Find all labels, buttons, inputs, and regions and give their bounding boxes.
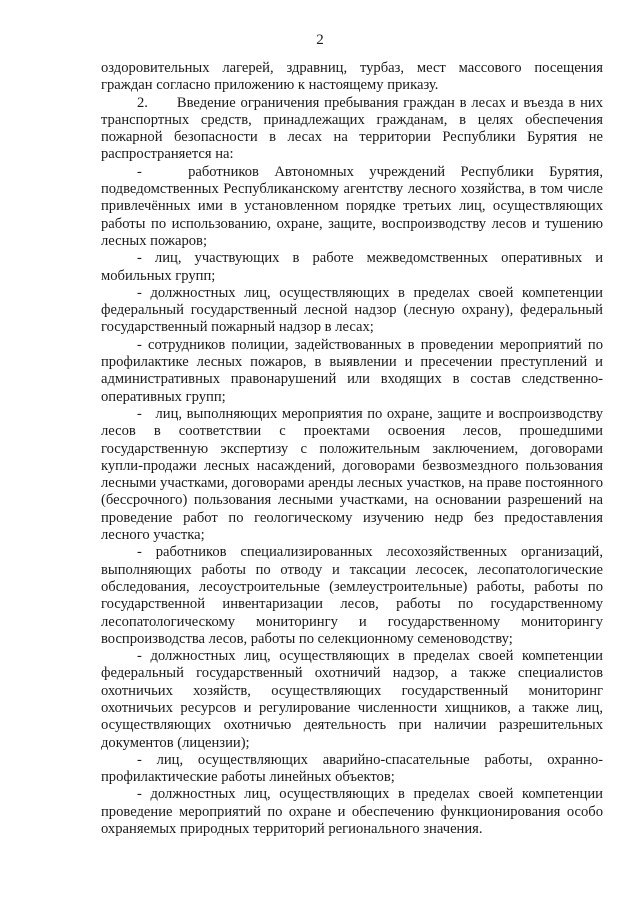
list-item: - должностных лиц, осуществляющих в пределах своей компетенции федеральный государственный охотничий надзор, а также специалистов охотничьих хозяйств, осуществляющих государственный мониторинг охотничьих ресурсов и регулирование численности хищников, а также лиц, осуществляющих охотничью деятельность при наличии разрешительных документов (лицензии); <box>101 648 603 751</box>
list-item: - должностных лиц, осуществляющих в пределах своей компетенции проведение мероприятий по охране и обеспечению функционирования особо охраняемых природных территорий регионального значения. <box>101 786 603 838</box>
list-item: - должностных лиц, осуществляющих в пределах своей компетенции федеральный государственный лесной надзор (лесную охрану), федеральный государственный пожарный надзор в лесах; <box>101 284 603 336</box>
paragraph-continuation: оздоровительных лагерей, здравниц, турбаз, мест массового посещения граждан согласно приложению к настоящему приказу. <box>101 60 603 94</box>
list-item: - лиц, выполняющих мероприятия по охране, защите и воспроизводству лесов в соответствии с проектами освоения лесов, прошедшими государственную экспертизу с положительным заключением, договорами купли-продажи лесных насаждений, договорами безвозмездного пользования лесными участками, договорами аренды лесных участков, на праве постоянного (бессрочного) пользования лесными участками, на основании разрешений на проведение работ по геологическому изучению недр без предоставления лесного участка; <box>101 405 603 544</box>
document-body <box>101 60 603 838</box>
list-item: - сотрудников полиции, задействованных в проведении мероприятий по профилактике лесных пожаров, в выявлении и пресечении преступлений и административных правонарушений или входящих в состав следственно-оперативных групп; <box>101 336 603 405</box>
list-item: - работников Автономных учреждений Республики Бурятия, подведомственных Республиканскому агентству лесного хозяйства, в том числе привлечённых ими в установленном порядке третьих лиц, осуществляющих работы по использованию, охране, защите, воспроизводству лесов и тушению лесных пожаров; <box>101 163 603 249</box>
list-item: - лиц, осуществляющих аварийно-спасательные работы, охранно-профилактические работы линейных объектов; <box>101 751 603 786</box>
list-item: - лиц, участвующих в работе межведомственных оперативных и мобильных групп; <box>101 250 603 284</box>
paragraph-item-2: 2. Введение ограничения пребывания граждан в лесах и въезда в них транспортных средств, принадлежащих гражданам, в целях обеспечения пожарной безопасности в лесах на территории Республики Бурятия не распространяется на: <box>101 94 603 163</box>
page-number: 2 <box>316 32 324 48</box>
list-item: - работников специализированных лесохозяйственных организаций, выполняющих работы по отводу и таксации лесосек, лесопатологические обследования, лесоустроительные (землеустроительные) работы, работы по государственной инвентаризации лесов, работы по государственному лесопатологическому мониторингу и государственному мониторингу воспроизводства лесов, работы по селекционному семеноводству; <box>101 544 603 647</box>
